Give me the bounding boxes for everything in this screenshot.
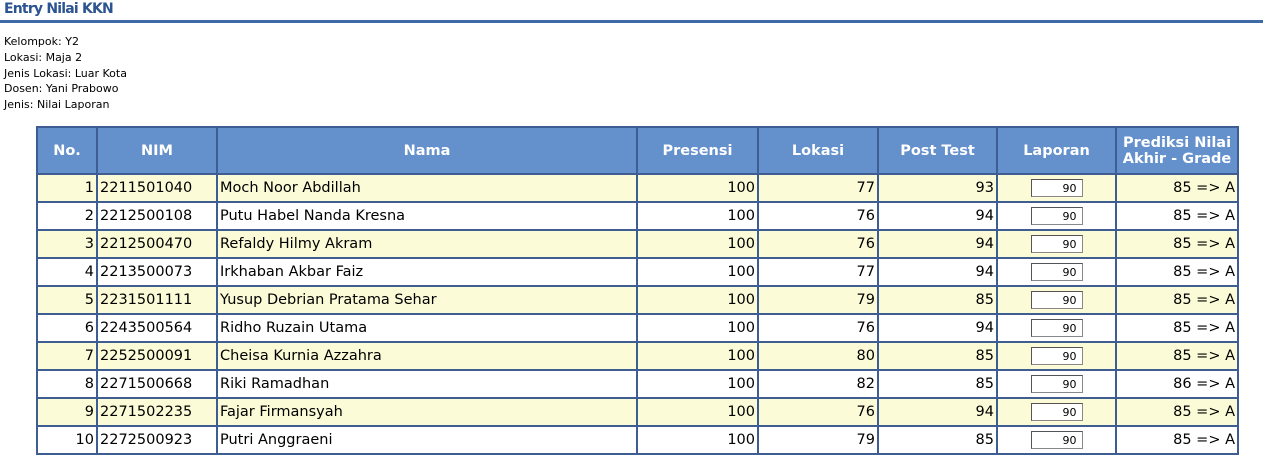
cell-nim: 2231501111 xyxy=(97,286,217,314)
cell-nama: Yusup Debrian Pratama Sehar xyxy=(217,286,637,314)
cell-no: 8 xyxy=(37,370,97,398)
group-info xyxy=(4,34,127,113)
cell-nim: 2212500108 xyxy=(97,202,217,230)
laporan-input[interactable] xyxy=(1031,431,1083,449)
cell-nama: Irkhaban Akbar Faiz xyxy=(217,258,637,286)
cell-nama: Cheisa Kurnia Azzahra xyxy=(217,342,637,370)
cell-prediksi: 85 => A xyxy=(1116,426,1238,454)
cell-post-test: 85 xyxy=(878,286,997,314)
cell-prediksi: 85 => A xyxy=(1116,174,1238,202)
laporan-input[interactable] xyxy=(1031,263,1083,281)
cell-nama: Riki Ramadhan xyxy=(217,370,637,398)
cell-presensi: 100 xyxy=(637,174,758,202)
laporan-input[interactable] xyxy=(1031,319,1083,337)
laporan-input[interactable] xyxy=(1031,347,1083,365)
cell-prediksi: 85 => A xyxy=(1116,398,1238,426)
cell-post-test: 94 xyxy=(878,258,997,286)
cell-presensi: 100 xyxy=(637,370,758,398)
info-jenis: Jenis: Nilai Laporan xyxy=(4,98,110,112)
cell-lokasi: 76 xyxy=(758,202,878,230)
cell-presensi: 100 xyxy=(637,314,758,342)
table-row xyxy=(37,230,1238,258)
cell-lokasi: 79 xyxy=(758,426,878,454)
info-kelompok: Kelompok: Y2 xyxy=(4,35,79,48)
cell-laporan xyxy=(997,342,1116,370)
cell-prediksi: 86 => A xyxy=(1116,370,1238,398)
cell-post-test: 94 xyxy=(878,398,997,426)
cell-prediksi: 85 => A xyxy=(1116,258,1238,286)
cell-prediksi: 85 => A xyxy=(1116,314,1238,342)
cell-lokasi: 80 xyxy=(758,342,878,370)
cell-laporan xyxy=(997,286,1116,314)
cell-nim: 2213500073 xyxy=(97,258,217,286)
cell-post-test: 85 xyxy=(878,426,997,454)
cell-laporan xyxy=(997,426,1116,454)
table-row xyxy=(37,258,1238,286)
cell-no: 3 xyxy=(37,230,97,258)
laporan-input[interactable] xyxy=(1031,179,1083,197)
col-header-presensi: Presensi xyxy=(637,127,758,174)
cell-no: 2 xyxy=(37,202,97,230)
col-header-prediksi: Prediksi Nilai Akhir - Grade xyxy=(1116,127,1238,174)
cell-nama: Refaldy Hilmy Akram xyxy=(217,230,637,258)
cell-post-test: 94 xyxy=(878,314,997,342)
cell-nim: 2271502235 xyxy=(97,398,217,426)
cell-prediksi: 85 => A xyxy=(1116,286,1238,314)
table-row xyxy=(37,426,1238,454)
laporan-input[interactable] xyxy=(1031,403,1083,421)
table-row xyxy=(37,314,1238,342)
cell-presensi: 100 xyxy=(637,342,758,370)
cell-nim: 2212500470 xyxy=(97,230,217,258)
cell-laporan xyxy=(997,258,1116,286)
cell-post-test: 85 xyxy=(878,370,997,398)
cell-lokasi: 82 xyxy=(758,370,878,398)
cell-nim: 2271500668 xyxy=(97,370,217,398)
cell-nim: 2243500564 xyxy=(97,314,217,342)
cell-lokasi: 76 xyxy=(758,230,878,258)
table-row xyxy=(37,174,1238,202)
cell-post-test: 85 xyxy=(878,342,997,370)
table-row xyxy=(37,286,1238,314)
col-header-nim: NIM xyxy=(97,127,217,174)
cell-no: 10 xyxy=(37,426,97,454)
cell-no: 9 xyxy=(37,398,97,426)
cell-prediksi: 85 => A xyxy=(1116,342,1238,370)
laporan-input[interactable] xyxy=(1031,291,1083,309)
cell-no: 5 xyxy=(37,286,97,314)
cell-laporan xyxy=(997,230,1116,258)
cell-no: 6 xyxy=(37,314,97,342)
table-row xyxy=(37,398,1238,426)
info-jenis-lokasi: Jenis Lokasi: Luar Kota xyxy=(4,66,127,80)
cell-prediksi: 85 => A xyxy=(1116,202,1238,230)
cell-nama: Putu Habel Nanda Kresna xyxy=(217,202,637,230)
col-header-laporan: Laporan xyxy=(997,127,1116,174)
cell-post-test: 93 xyxy=(878,174,997,202)
info-lokasi: Lokasi: Maja 2 xyxy=(4,50,83,64)
cell-laporan xyxy=(997,370,1116,398)
cell-presensi: 100 xyxy=(637,202,758,230)
cell-lokasi: 76 xyxy=(758,314,878,342)
cell-no: 1 xyxy=(37,174,97,202)
col-header-post-test: Post Test xyxy=(878,127,997,174)
info-dosen: Dosen: Yani Prabowo xyxy=(4,82,119,96)
grade-table xyxy=(36,126,1239,455)
cell-nim: 2272500923 xyxy=(97,426,217,454)
cell-laporan xyxy=(997,202,1116,230)
cell-presensi: 100 xyxy=(637,258,758,286)
cell-laporan xyxy=(997,314,1116,342)
page-header xyxy=(0,0,1263,23)
cell-presensi: 100 xyxy=(637,286,758,314)
cell-nama: Moch Noor Abdillah xyxy=(217,174,637,202)
cell-laporan xyxy=(997,398,1116,426)
table-header-row xyxy=(37,127,1238,174)
cell-lokasi: 76 xyxy=(758,398,878,426)
cell-prediksi: 85 => A xyxy=(1116,230,1238,258)
cell-post-test: 94 xyxy=(878,202,997,230)
cell-post-test: 94 xyxy=(878,230,997,258)
laporan-input[interactable] xyxy=(1031,235,1083,253)
cell-nama: Ridho Ruzain Utama xyxy=(217,314,637,342)
cell-presensi: 100 xyxy=(637,398,758,426)
col-header-no: No. xyxy=(37,127,97,174)
table-row xyxy=(37,342,1238,370)
cell-lokasi: 77 xyxy=(758,174,878,202)
cell-lokasi: 79 xyxy=(758,286,878,314)
page-title: Entry Nilai KKN xyxy=(4,1,113,17)
cell-no: 7 xyxy=(37,342,97,370)
table-row xyxy=(37,202,1238,230)
cell-nim: 2211501040 xyxy=(97,174,217,202)
laporan-input[interactable] xyxy=(1031,375,1083,393)
col-header-lokasi: Lokasi xyxy=(758,127,878,174)
laporan-input[interactable] xyxy=(1031,207,1083,225)
cell-nama: Fajar Firmansyah xyxy=(217,398,637,426)
table-row xyxy=(37,370,1238,398)
cell-presensi: 100 xyxy=(637,426,758,454)
cell-nama: Putri Anggraeni xyxy=(217,426,637,454)
cell-no: 4 xyxy=(37,258,97,286)
col-header-nama: Nama xyxy=(217,127,637,174)
cell-presensi: 100 xyxy=(637,230,758,258)
cell-lokasi: 77 xyxy=(758,258,878,286)
cell-laporan xyxy=(997,174,1116,202)
cell-nim: 2252500091 xyxy=(97,342,217,370)
